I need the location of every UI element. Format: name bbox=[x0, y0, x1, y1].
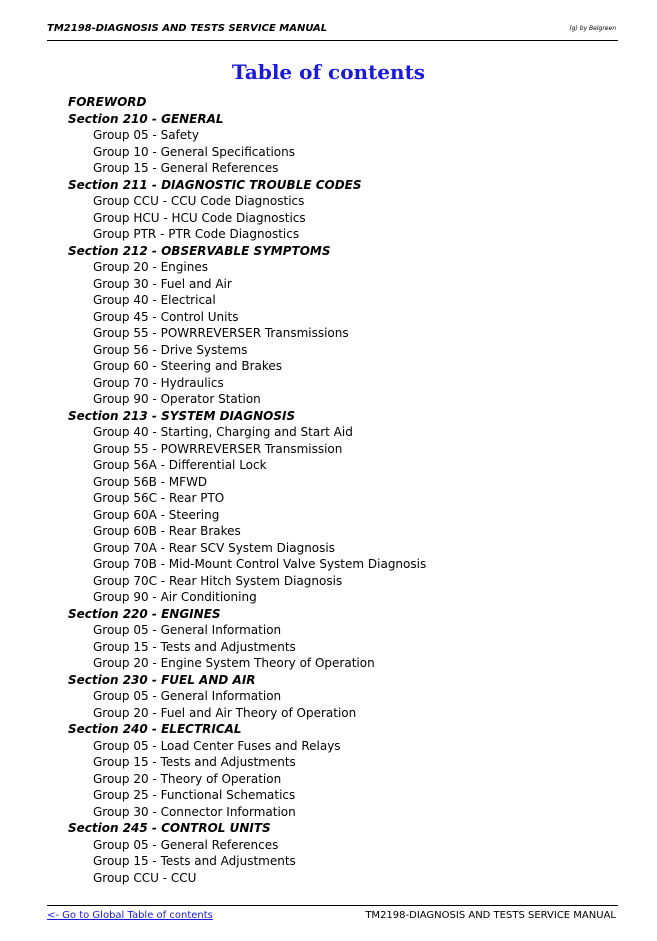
toc-section-link[interactable]: Section 245 - CONTROL UNITS bbox=[68, 821, 271, 835]
toc-group-link[interactable]: Group 40 - Starting, Charging and Start Aid bbox=[93, 425, 353, 439]
toc-group-link[interactable]: Group HCU - HCU Code Diagnostics bbox=[93, 210, 306, 225]
header-title: TM2198-DIAGNOSIS AND TESTS SERVICE MANUAL bbox=[47, 23, 328, 34]
toc-group-link[interactable]: Group 05 - General Information bbox=[93, 623, 282, 637]
page-title: Table of contents bbox=[231, 60, 426, 84]
toc-group-link[interactable]: Group 70 - Hydraulics bbox=[93, 375, 224, 390]
toc-group-link[interactable]: Group 90 - Air Conditioning bbox=[93, 590, 257, 604]
toc-group-link[interactable]: Group 60B - Rear Brakes bbox=[93, 524, 241, 538]
toc-group-link[interactable]: Group 15 - Tests and Adjustments bbox=[93, 755, 296, 769]
table-of-contents bbox=[68, 94, 426, 886]
toc-foreword-link[interactable]: FOREWORD bbox=[68, 95, 147, 109]
toc-group-link[interactable]: Group 60A - Steering bbox=[93, 507, 220, 522]
toc-group-link[interactable]: Group 60 - Steering and Brakes bbox=[93, 359, 283, 373]
toc-section-link[interactable]: Section 210 - GENERAL bbox=[68, 111, 224, 126]
toc-group-link[interactable]: Group 30 - Fuel and Air bbox=[93, 276, 232, 291]
toc-group-link[interactable]: Group 15 - General References bbox=[93, 161, 279, 175]
global-toc-link[interactable]: <- Go to Global Table of contents bbox=[47, 910, 213, 921]
toc-group-link[interactable]: Group 15 - Tests and Adjustments bbox=[93, 854, 296, 868]
toc-group-link[interactable]: Group 20 - Engine System Theory of Operation bbox=[93, 656, 375, 670]
page-header bbox=[47, 22, 618, 41]
toc-group-link[interactable]: Group 45 - Control Units bbox=[93, 309, 239, 324]
toc-section-link[interactable]: Section 230 - FUEL AND AIR bbox=[68, 672, 256, 687]
toc-group-link[interactable]: Group 10 - General Specifications bbox=[93, 144, 295, 159]
toc-group-link[interactable]: Group 05 - General Information bbox=[93, 689, 282, 703]
toc-group-link[interactable]: Group 15 - Tests and Adjustments bbox=[93, 639, 296, 654]
toc-group-link[interactable]: Group CCU - CCU Code Diagnostics bbox=[93, 194, 305, 208]
toc-group-link[interactable]: Group 56 - Drive Systems bbox=[93, 342, 248, 357]
toc-group-link[interactable]: Group 70B - Mid-Mount Control Valve System Diagnosis bbox=[93, 557, 427, 571]
toc-group-link[interactable]: Group 25 - Functional Schematics bbox=[93, 788, 296, 802]
toc-group-link[interactable]: Group 30 - Connector Information bbox=[93, 804, 296, 819]
toc-group-link[interactable]: Group 56B - MFWD bbox=[93, 474, 208, 489]
toc-group-link[interactable]: Group PTR - PTR Code Diagnostics bbox=[93, 227, 300, 241]
toc-group-link[interactable]: Group 20 - Fuel and Air Theory of Operation bbox=[93, 705, 357, 720]
toc-group-link[interactable]: Group 70C - Rear Hitch System Diagnosis bbox=[93, 573, 343, 588]
toc-group-link[interactable]: Group 20 - Theory of Operation bbox=[93, 771, 282, 786]
toc-group-link[interactable]: Group 20 - Engines bbox=[93, 260, 208, 274]
toc-group-link[interactable]: Group 70A - Rear SCV System Diagnosis bbox=[93, 540, 335, 555]
toc-group-link[interactable]: Group CCU - CCU bbox=[93, 870, 197, 885]
footer-title: TM2198-DIAGNOSIS AND TESTS SERVICE MANUAL bbox=[365, 910, 616, 921]
toc-group-link[interactable]: Group 40 - Electrical bbox=[93, 293, 216, 307]
toc-group-link[interactable]: Group 56C - Rear PTO bbox=[93, 491, 225, 505]
header-credit: (g) by Belgreen bbox=[569, 25, 616, 32]
toc-group-link[interactable]: Group 05 - General References bbox=[93, 837, 279, 852]
toc-group-link[interactable]: Group 90 - Operator Station bbox=[93, 392, 261, 406]
toc-group-link[interactable]: Group 05 - Load Center Fuses and Relays bbox=[93, 738, 341, 753]
toc-group-link[interactable]: Group 55 - POWRREVERSER Transmission bbox=[93, 441, 343, 456]
toc-section-link[interactable]: Section 240 - ELECTRICAL bbox=[68, 722, 242, 736]
toc-group-link[interactable]: Group 55 - POWRREVERSER Transmissions bbox=[93, 326, 349, 340]
page-footer bbox=[47, 905, 618, 926]
toc-section-link[interactable]: Section 211 - DIAGNOSTIC TROUBLE CODES bbox=[68, 177, 362, 192]
toc-group-link[interactable]: Group 05 - Safety bbox=[93, 128, 199, 142]
toc-section-link[interactable]: Section 212 - OBSERVABLE SYMPTOMS bbox=[68, 243, 331, 258]
toc-section-link[interactable]: Section 220 - ENGINES bbox=[68, 606, 221, 621]
toc-section-link[interactable]: Section 213 - SYSTEM DIAGNOSIS bbox=[68, 408, 296, 423]
toc-group-link[interactable]: Group 56A - Differential Lock bbox=[93, 458, 267, 472]
